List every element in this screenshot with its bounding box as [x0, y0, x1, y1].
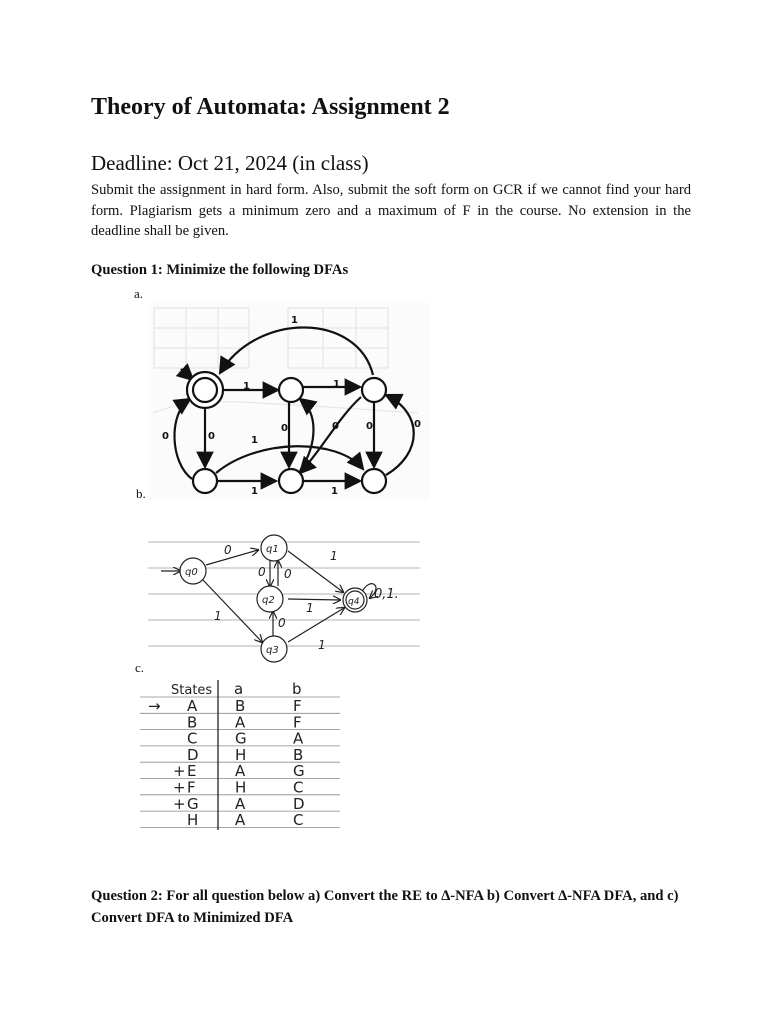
- table-cell-state: E: [187, 762, 197, 781]
- label-q2-q4: 1: [306, 601, 314, 615]
- q0-label: q0: [185, 567, 198, 578]
- table-cell-b: A: [293, 729, 304, 748]
- label-q4-loop: 0,1.: [374, 587, 399, 602]
- table-cell-state: F: [187, 778, 196, 797]
- label-s5-s6: 1: [331, 486, 338, 497]
- label-q2-q1: 0: [284, 567, 292, 581]
- q3-label: q3: [266, 645, 279, 656]
- label-q1-q4: 1: [330, 549, 338, 563]
- label-s6-s3: 0: [414, 419, 421, 430]
- table-rows: [148, 697, 305, 829]
- table-cell-state: B: [187, 713, 198, 732]
- table-cell-a: A: [235, 811, 246, 830]
- table-cell-a: A: [235, 713, 246, 732]
- label-left-loop: 0: [162, 431, 169, 442]
- q2-label: q2: [262, 595, 275, 606]
- label-q1-q2: 0: [258, 565, 266, 579]
- label-s2-s5: 0: [281, 423, 288, 434]
- table-cell-b: C: [293, 811, 304, 830]
- state-s6: [362, 469, 386, 493]
- table-c: [140, 678, 340, 833]
- label-a: a.: [134, 286, 144, 301]
- edge-q3-q4: [288, 608, 344, 642]
- table-cell-b: F: [293, 697, 302, 715]
- table-cell-mark: +: [173, 794, 186, 813]
- state-s3: [362, 378, 386, 402]
- intro-paragraph: Submit the assignment in hard form. Also, submit the soft form on GCR if we cannot find your hard form. Plagiarism gets a minimum zero and a maximum of F in the course. No extension in the deadline shall be given.: [91, 182, 691, 239]
- label-q0-q1: 0: [224, 543, 232, 557]
- dfa-a-diagram: [148, 303, 430, 500]
- table-cell-mark: +: [173, 778, 186, 797]
- table-cell-b: F: [293, 713, 302, 732]
- table-cell-a: B: [235, 697, 246, 715]
- label-q3-q4: 1: [318, 638, 326, 652]
- table-cell-a: G: [235, 729, 247, 748]
- table-cell-mark: +: [173, 762, 186, 781]
- state-s4: [193, 469, 217, 493]
- question-2-heading: Question 2: For all question below a) Convert the RE to ∆-NFA b) Convert ∆-NFA DFA, and c) Convert DFA to Minimized DFA: [91, 888, 679, 926]
- label-s5-s1: 1: [251, 435, 258, 446]
- table-cell-a: H: [235, 745, 247, 764]
- table-cell-a: A: [235, 762, 246, 781]
- q1-label: q1: [266, 544, 279, 555]
- state-s5: [279, 469, 303, 493]
- edge-q0-q3: [203, 580, 262, 642]
- table-cell-state: A: [187, 697, 198, 715]
- table-cell-state: D: [187, 745, 199, 764]
- label-s3-s6: 0: [366, 421, 373, 432]
- label-q0-q3: 1: [214, 609, 222, 623]
- table-cell-state: H: [187, 811, 199, 830]
- q4-label: q4: [348, 597, 360, 607]
- label-b: b.: [136, 486, 146, 501]
- table-cell-b: G: [293, 762, 305, 781]
- header-b: b: [292, 680, 302, 698]
- document-title: Theory of Automata: Assignment 2: [91, 94, 450, 120]
- header-a: a: [234, 680, 244, 698]
- table-cell-b: D: [293, 794, 305, 813]
- table-cell-b: B: [293, 745, 304, 764]
- table-cell-a: A: [235, 794, 246, 813]
- edge-q0-q1: [206, 550, 258, 565]
- dfa-b-diagram: [148, 528, 420, 663]
- table-cell-a: H: [235, 778, 247, 797]
- header-states: States: [171, 683, 213, 698]
- table-cell-state: G: [187, 794, 199, 813]
- edge-q2-q4: [288, 599, 340, 600]
- table-cell-b: C: [293, 778, 304, 797]
- label-s4-s5: 1: [251, 486, 258, 497]
- state-s2: [279, 378, 303, 402]
- table-cell-state: C: [187, 729, 198, 748]
- label-s1-s4: 0: [208, 431, 215, 442]
- label-top-loop: 1: [291, 315, 298, 326]
- label-s2-s3: 1: [333, 379, 340, 390]
- label-s1-s2: 1: [243, 381, 250, 392]
- label-q3-q2: 0: [278, 616, 286, 630]
- question-1-heading: Question 1: Minimize the following DFAs: [91, 262, 349, 278]
- deadline-heading: Deadline: Oct 21, 2024 (in class): [91, 151, 369, 175]
- label-c: c.: [135, 660, 145, 675]
- table-cell-mark: →: [148, 697, 161, 715]
- label-s5-s3: 0: [332, 421, 339, 432]
